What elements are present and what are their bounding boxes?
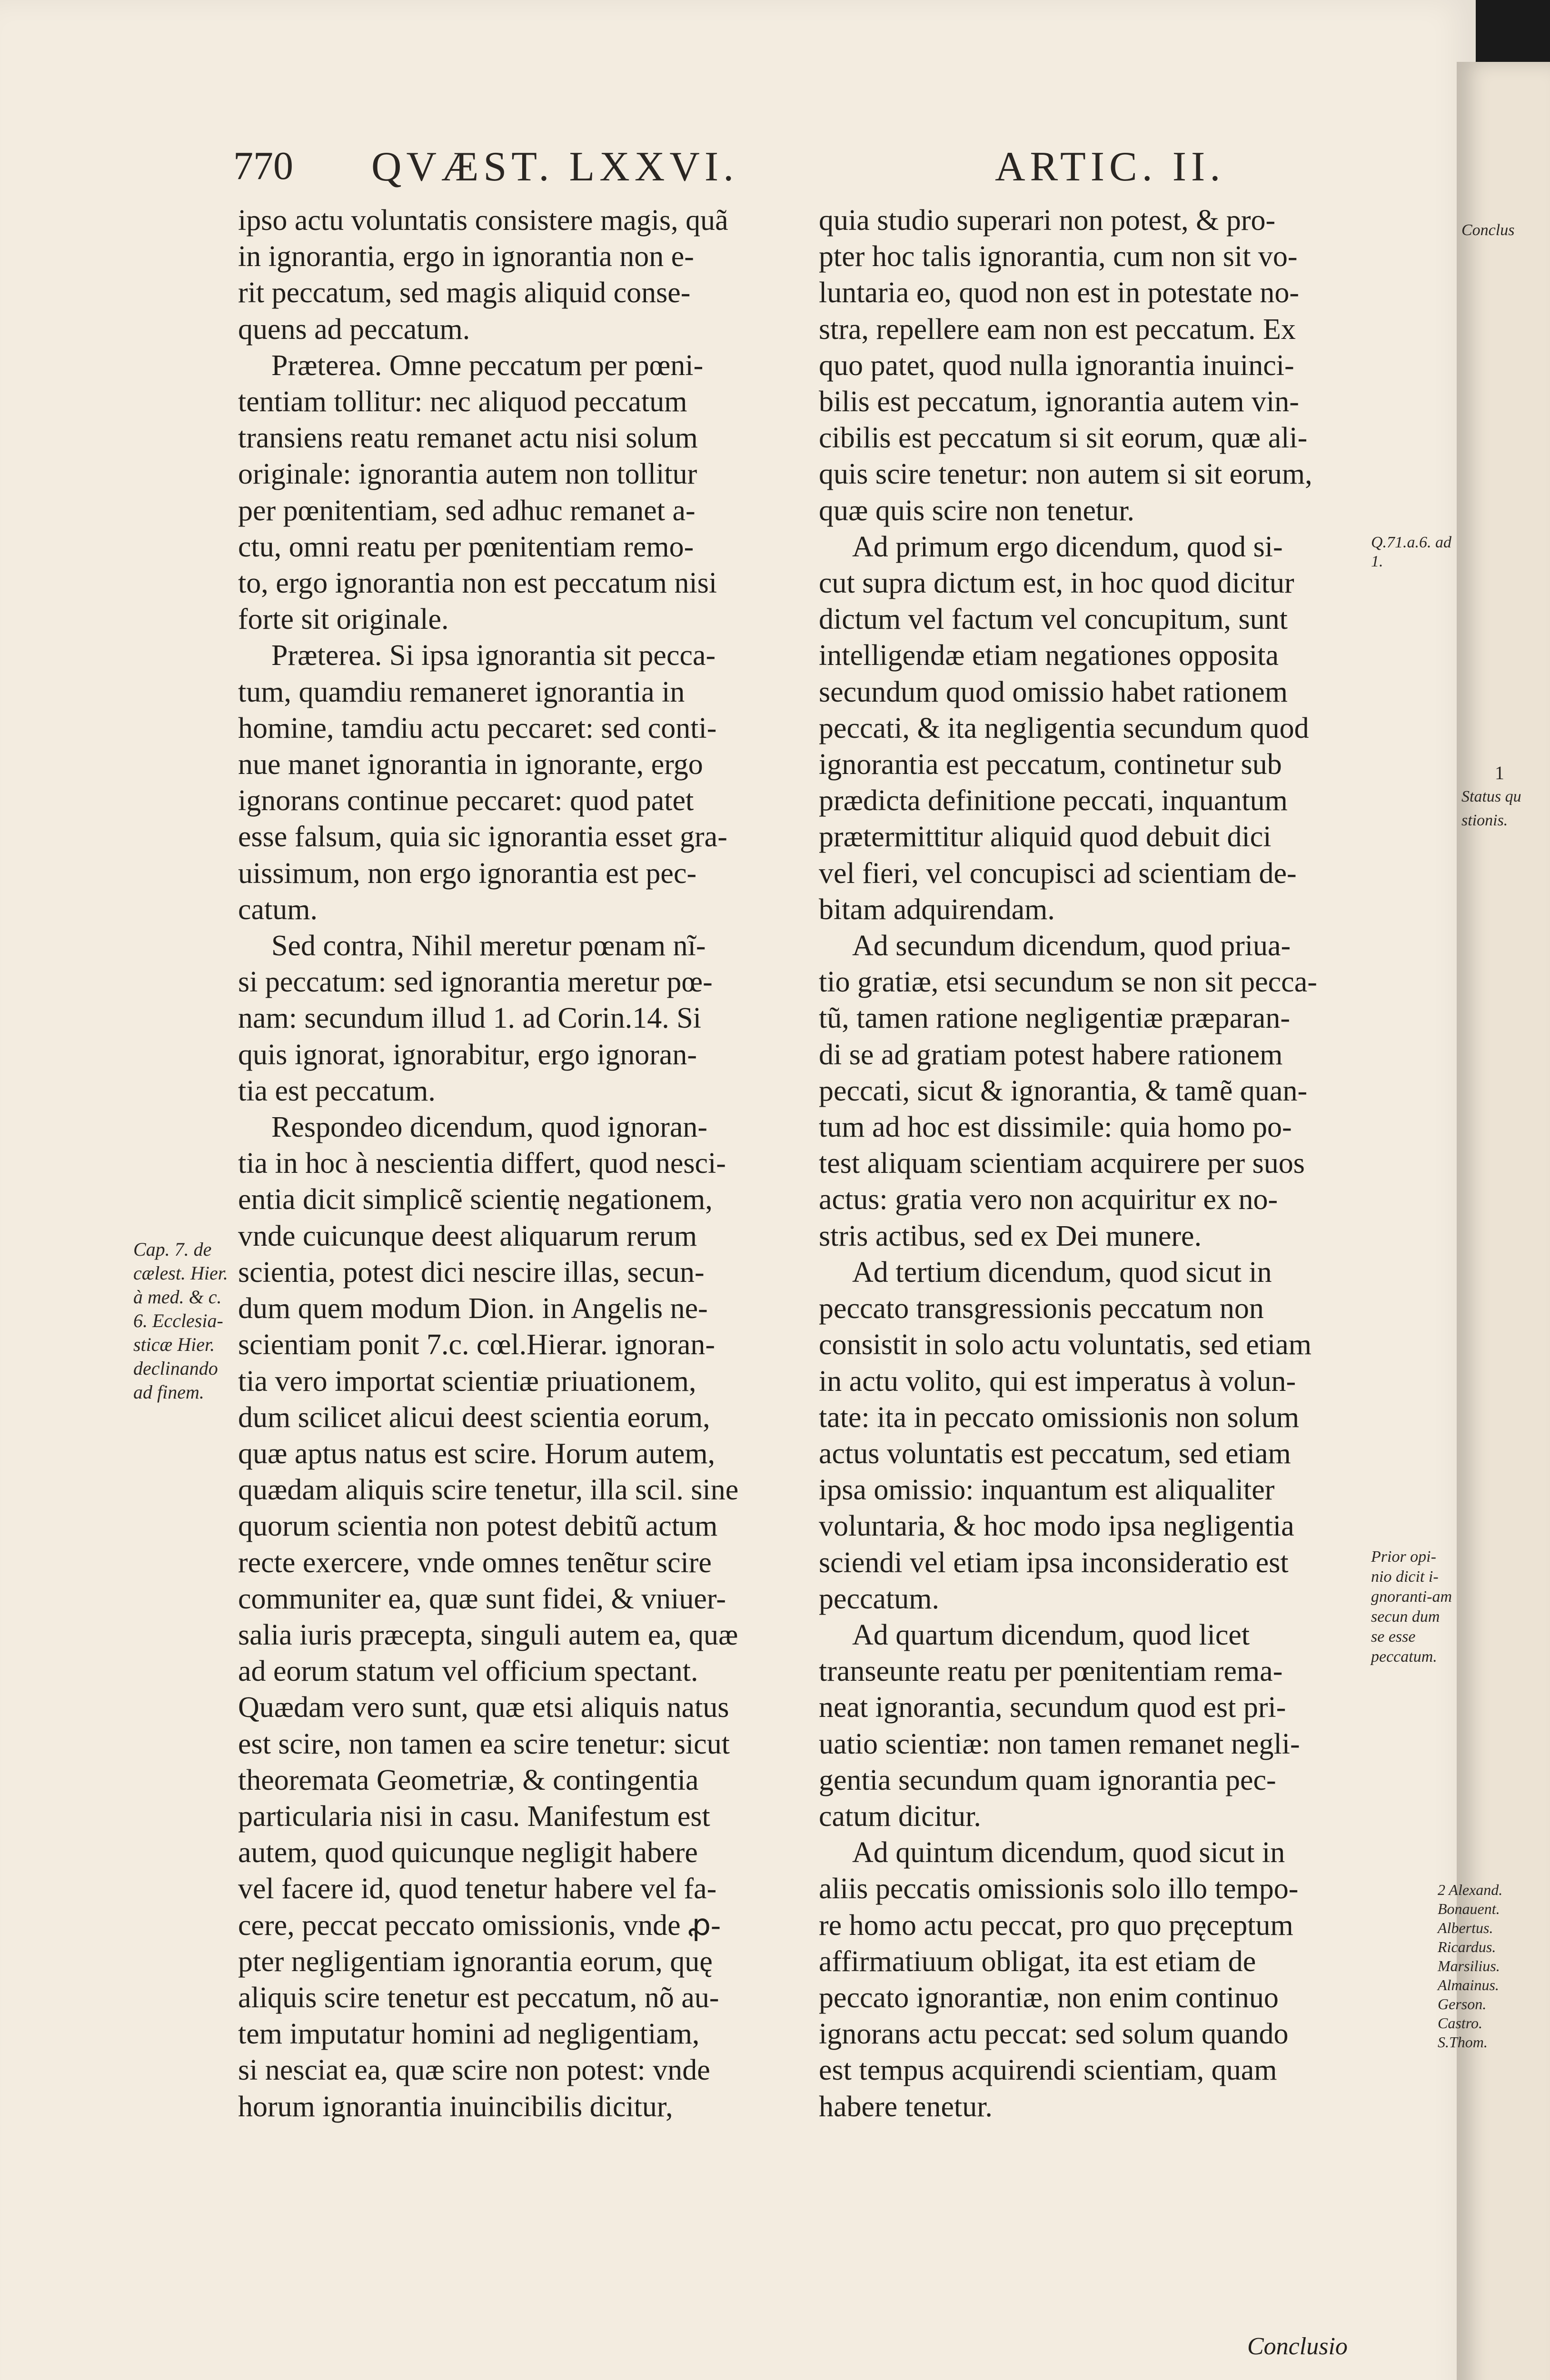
text-line: consistit in solo actu voluntatis, sed etiam [819, 1329, 1312, 1361]
text-line: prætermittitur aliquid quod debuit dici [819, 821, 1272, 853]
text-line: sciendi vel etiam ipsa inconsideratio est [819, 1546, 1289, 1579]
adjacent-fragment: Conclus [1461, 221, 1515, 239]
text-line: dum quem modum Dion. in Angelis ne- [238, 1292, 708, 1325]
text-line: nam: secundum illud 1. ad Corin.14. Si [238, 1002, 701, 1035]
text-line: ctu, omni reatu per pœnitentiam remo- [238, 530, 694, 563]
text-line: gentia secundum quam ignorantia pec- [819, 1764, 1276, 1796]
text-line: horum ignorantia inuincibilis dicitur, [238, 2090, 673, 2123]
margin-note-left: Cap. 7. de cælest. Hier. à med. & c. 6. Ecclesia-sticæ Hier. declinando ad finem. [133, 1239, 228, 1403]
text-line: peccati, sicut & ignorantia, & tamẽ quan- [819, 1074, 1308, 1107]
text-line: peccati, & ita negligentia secundum quod [819, 712, 1309, 744]
text-line: rit peccatum, sed magis aliquid conse- [238, 277, 691, 309]
text-line: Præterea. Si ipsa ignorantia sit pecca- [271, 639, 716, 672]
text-line: cut supra dictum est, in hoc quod dicitur [819, 567, 1294, 600]
text-line: recte exercere, vnde omnes tenẽtur scire [238, 1546, 712, 1579]
text-line: Ad primum ergo dicendum, quod si- [852, 530, 1283, 563]
text-line: quæ quis scire non tenetur. [819, 494, 1134, 527]
text-line: tem imputatur homini ad negligentiam, [238, 2018, 700, 2051]
text-line: Respondeo dicendum, quod ignoran- [271, 1111, 708, 1144]
text-line: in ignorantia, ergo in ignorantia non e- [238, 240, 694, 273]
text-line: esse falsum, quia sic ignorantia esset gra- [238, 821, 727, 853]
text-line: bitam adquirendam. [819, 893, 1055, 926]
text-line: Ad quintum dicendum, quod sicut in [852, 1836, 1285, 1869]
text-line: tia est peccatum. [238, 1074, 436, 1107]
text-line: Quædam vero sunt, quæ etsi aliquis natus [238, 1691, 729, 1724]
text-line: dictum vel factum vel concupitum, sunt [819, 603, 1288, 636]
text-line: affirmatiuum obligat, ita est etiam de [819, 1945, 1256, 1978]
catchword: Conclusio [1247, 2333, 1348, 2360]
text-line: scientiam ponit 7.c. cœl.Hierar. ignoran- [238, 1329, 715, 1361]
text-line: Sed contra, Nihil meretur pœnam nĩ- [271, 930, 706, 962]
text-line: homine, tamdiu actu peccaret: sed conti- [238, 712, 717, 744]
text-line: secundum quod omissio habet rationem [819, 675, 1288, 708]
text-line: neat ignorantia, secundum quod est pri- [819, 1691, 1286, 1724]
text-line: particularia nisi in casu. Manifestum est [238, 1800, 710, 1833]
text-line: tum ad hoc est dissimile: quia homo po- [819, 1111, 1292, 1144]
text-line: est scire, non tamen ea scire tenetur: sicut [238, 1727, 730, 1760]
running-header [233, 143, 1376, 195]
text-line: bilis est peccatum, ignorantia autem vin- [819, 386, 1299, 418]
text-line: ad eorum statum vel officium spectant. [238, 1655, 698, 1688]
articulus-heading: ARTIC. II. [995, 144, 1225, 190]
text-line: ignorans continue peccaret: quod patet [238, 784, 694, 817]
text-line: Ad tertium dicendum, quod sicut in [852, 1256, 1272, 1289]
text-line: Præterea. Omne peccatum per pœni- [271, 349, 704, 382]
right-text-column [819, 202, 1366, 2125]
text-line: si nesciat ea, quæ scire non potest: vnde [238, 2054, 710, 2087]
text-line: dum scilicet alicui deest scientia eorum, [238, 1401, 710, 1434]
text-line: transiens reatu remanet actu nisi solum [238, 422, 698, 455]
text-line: quia studio superari non potest, & pro- [819, 204, 1276, 237]
text-line: cere, peccat peccato omissionis, vnde ꝓ- [238, 1909, 721, 1942]
text-line: to, ergo ignorantia non est peccatum nisi [238, 567, 717, 600]
text-line: vel fieri, vel concupisci ad scientiam de- [819, 857, 1297, 890]
margin-note-right-authorities: 2 Alexand. Bonauent. Albertus. Ricardus. Marsilius. Almainus. Gerson. Castro. S.Thom. [1438, 1881, 1503, 2051]
text-line: vel facere id, quod tenetur habere vel fa- [238, 1873, 717, 1905]
text-line: ignorantia est peccatum, continetur sub [819, 748, 1282, 781]
text-line: tũ, tamen ratione negligentiæ præparan- [819, 1002, 1290, 1035]
text-line: communiter ea, quæ sunt fidei, & vniuer- [238, 1582, 726, 1615]
text-line: catum. [238, 893, 318, 926]
text-line: actus: gratia vero non acquiritur ex no- [819, 1183, 1278, 1216]
text-line: tio gratiæ, etsi secundum se non sit pecca- [819, 966, 1317, 999]
text-line: scientia, potest dici nescire illas, secun- [238, 1256, 705, 1289]
text-line: nue manet ignorantia in ignorante, ergo [238, 748, 703, 781]
text-line: si peccatum: sed ignorantia meretur pœ- [238, 966, 713, 999]
text-line: Ad secundum dicendum, quod priua- [852, 930, 1291, 962]
text-line: entia dicit simplicẽ scientię negationem, [238, 1183, 713, 1216]
text-line: ignorans actu peccat: sed solum quando [819, 2018, 1289, 2051]
text-line: intelligendæ etiam negationes opposita [819, 639, 1279, 672]
text-line: quæ aptus natus est scire. Horum autem, [238, 1437, 715, 1470]
left-text-column [238, 202, 795, 2125]
text-line: per pœnitentiam, sed adhuc remanet a- [238, 494, 696, 527]
text-line: tia in hoc à nescientia differt, quod nesci- [238, 1147, 726, 1180]
text-line: salia iuris præcepta, singuli autem ea, quæ [238, 1618, 738, 1651]
text-line: quædam aliquis scire tenetur, illa scil. sine [238, 1474, 739, 1507]
text-line: pter negligentiam ignorantia eorum, quę [238, 1945, 713, 1978]
text-line: forte sit originale. [238, 603, 449, 636]
text-line: tate: ita in peccato omissionis non solum [819, 1401, 1300, 1434]
text-line: quens ad peccatum. [238, 313, 470, 346]
text-line: test aliquam scientiam acquirere per suos [819, 1147, 1305, 1180]
text-line: voluntaria, & hoc modo ipsa negligentia [819, 1510, 1294, 1543]
text-line: uatio scientiæ: non tamen remanet negli- [819, 1727, 1300, 1760]
text-line: peccato transgressionis peccatum non [819, 1292, 1264, 1325]
text-line: aliis peccatis omissionis solo illo tempo- [819, 1873, 1299, 1905]
text-line: stra, repellere eam non est peccatum. Ex [819, 313, 1296, 346]
adjacent-fragment: 1 [1495, 762, 1504, 783]
text-line: originale: ignorantia autem non tollitur [238, 458, 697, 491]
text-line: Ad quartum dicendum, quod licet [852, 1618, 1250, 1651]
text-line: pter hoc talis ignorantia, cum non sit vo- [819, 240, 1298, 273]
text-line: luntaria eo, quod non est in potestate no- [819, 277, 1299, 309]
text-line: tentiam tollitur: nec aliquod peccatum [238, 386, 687, 418]
text-line: ipso actu voluntatis consistere magis, quã [238, 204, 728, 237]
text-line: theoremata Geometriæ, & contingentia [238, 1764, 699, 1796]
text-line: autem, quod quicunque negligit habere [238, 1836, 698, 1869]
text-line: tia vero importat scientiæ priuationem, [238, 1365, 696, 1398]
text-line: catum dicitur. [819, 1800, 981, 1833]
text-line: peccatum. [819, 1582, 940, 1615]
quaestio-heading: QVÆST. LXXVI. [371, 144, 739, 190]
text-line: peccato ignorantiæ, non enim continuo [819, 1981, 1279, 2014]
adjacent-fragment: Status qu [1461, 788, 1521, 805]
text-line: in actu volito, qui est imperatus à volun- [819, 1365, 1296, 1398]
margin-note-right-reference: Q.71.a.6. ad 1. [1371, 534, 1452, 570]
text-line: ipsa omissio: inquantum est aliqualiter [819, 1474, 1275, 1507]
text-line: est tempus acquirendi scientiam, quam [819, 2054, 1277, 2087]
text-line: re homo actu peccat, pro quo pręceptum [819, 1909, 1293, 1942]
text-line: quorum scientia non potest debitũ actum [238, 1510, 718, 1543]
text-line: quis ignorat, ignorabitur, ergo ignoran- [238, 1038, 697, 1071]
text-line: tum, quamdiu remaneret ignorantia in [238, 675, 685, 708]
margin-note-right-opinion: Prior opi-nio dicit i-gnoranti-am secun dum se esse peccatum. [1371, 1548, 1452, 1666]
text-line: prædicta definitione peccati, inquantum [819, 784, 1288, 817]
text-line: habere tenetur. [819, 2090, 993, 2123]
page-number: 770 [233, 144, 293, 188]
text-line: transeunte reatu per pœnitentiam rema- [819, 1655, 1283, 1688]
text-line: aliquis scire tenetur est peccatum, nõ au- [238, 1981, 719, 2014]
text-line: stris actibus, sed ex Dei munere. [819, 1220, 1202, 1252]
text-line: quis scire tenetur: non autem si sit eorum, [819, 458, 1312, 491]
text-line: uissimum, non ergo ignorantia est pec- [238, 857, 697, 890]
text-line: quo patet, quod nulla ignorantia inuinci- [819, 349, 1294, 382]
text-line: di se ad gratiam potest habere rationem [819, 1038, 1283, 1071]
adjacent-fragment: stionis. [1461, 812, 1508, 829]
text-line: cibilis est peccatum si sit eorum, quæ ali- [819, 422, 1308, 455]
text-line: vnde cuicunque deest aliquarum rerum [238, 1220, 697, 1252]
text-line: actus voluntatis est peccatum, sed etiam [819, 1437, 1291, 1470]
